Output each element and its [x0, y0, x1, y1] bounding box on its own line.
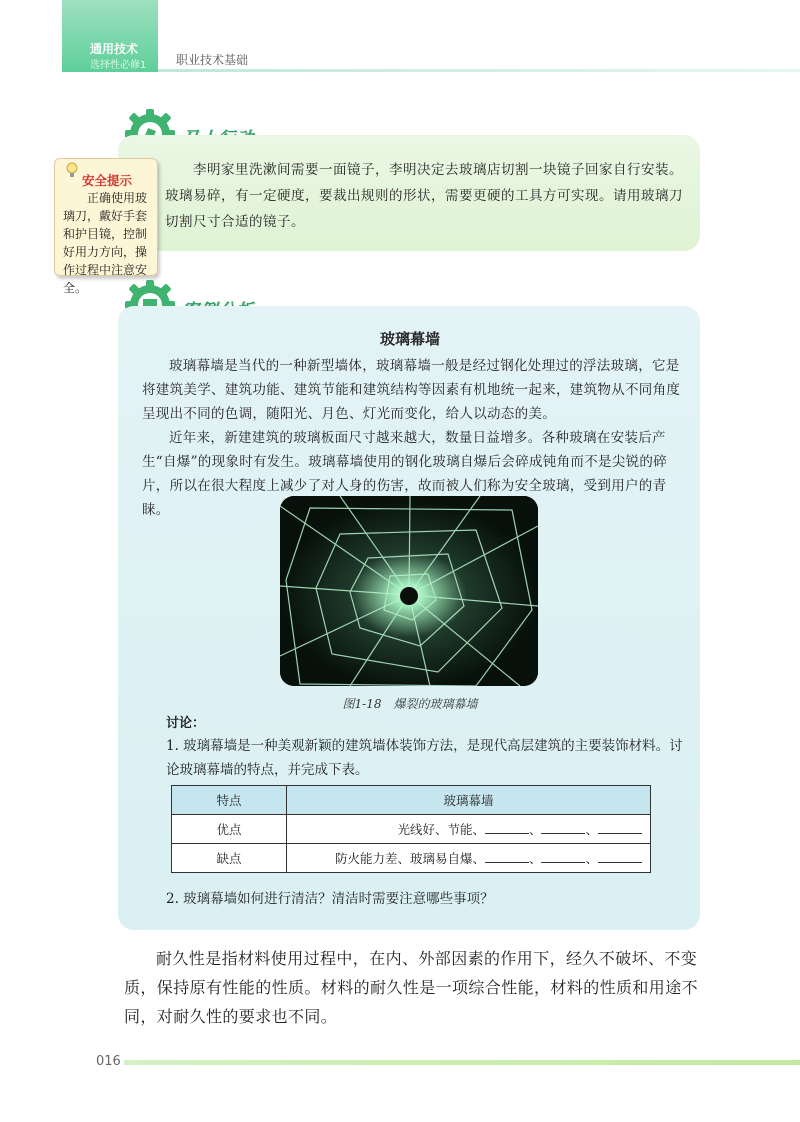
row-separator: 、 [585, 851, 598, 866]
case-paragraph-1: 玻璃幕墙是当代的一种新型墙体，玻璃幕墙一般是经过钢化处理过的浮法玻璃，它是将建筑美学、建筑功能、建筑节能和建筑结构等因素有机地统一起来，建筑物从不同角度呈现出不同的色调，随阳光、月色、灯光而变化，给人以动态的美。 [142, 358, 681, 422]
features-table [171, 785, 651, 873]
case-title: 玻璃幕墙 [379, 330, 440, 348]
page-number: 016 [96, 1054, 121, 1069]
fill-blank[interactable] [598, 822, 642, 834]
header-tab [62, 0, 158, 72]
discussion-question-2: 2. 玻璃幕墙如何进行清洁？清洁时需要注意哪些事项？ [166, 891, 494, 907]
lightbulb-icon [62, 160, 82, 180]
footer-rule [124, 1060, 800, 1065]
fill-blank[interactable] [541, 822, 585, 834]
fill-blank[interactable] [598, 851, 642, 863]
table-row [172, 844, 651, 873]
series-subtitle: 选择性必修1 [90, 60, 147, 71]
fill-blank[interactable] [485, 851, 529, 863]
row-separator: 、 [528, 851, 542, 866]
figure-caption: 图1-18 爆裂的玻璃幕墙 [342, 697, 478, 711]
row-label: 优点 [172, 815, 287, 844]
row-separator: 、 [585, 822, 598, 837]
header-rule [158, 69, 800, 72]
row-content [287, 844, 651, 873]
table-header-row [172, 786, 651, 815]
fill-blank[interactable] [541, 851, 585, 863]
discussion-label: 讨论： [166, 716, 206, 731]
series-title: 通用技术 [90, 42, 139, 56]
table-header-cell: 玻璃幕墙 [287, 786, 651, 815]
book-title: 职业技术基础 [176, 53, 249, 67]
row-text: 光线好、节能、 [397, 822, 485, 837]
case-paragraph-2: 近年来，新建建筑的玻璃板面尺寸越来越大，数量日益增多。各种玻璃在安装后产生“自爆”的现象时有发生。玻璃幕墙使用的钢化玻璃自爆后会碎成钝角而不是尖锐的碎片，所以在很大程度上减少了对人身的伤害，故而被人们称为安全玻璃，受到用户的青睐。 [142, 430, 668, 518]
row-text: 防火能力差、玻璃易自爆、 [334, 851, 485, 866]
safety-tip-title: 安全提示 [82, 173, 133, 188]
row-content [287, 815, 651, 844]
discussion-question-1: 1. 玻璃幕墙是一种美观新颖的建筑墙体装饰方法，是现代高层建筑的主要装饰材料。讨论玻璃幕墙的特点，并完成下表。 [166, 738, 683, 778]
table-row [172, 815, 651, 844]
body-paragraph: 耐久性是指材料使用过程中，在内、外部因素的作用下，经久不破坏、不变质，保持原有性能的性质。材料的耐久性是一项综合性能，材料的性质和用途不同，对耐久性的要求也不同。 [124, 949, 699, 1026]
row-separator: 、 [528, 822, 542, 837]
row-label: 缺点 [172, 844, 287, 873]
shattered-glass-photo [280, 496, 538, 686]
action-text: 李明家里洗漱间需要一面镜子，李明决定去玻璃店切割一块镜子回家自行安装。玻璃易碎，有一定硬度，要裁出规则的形状，需要更硬的工具方可实现。请用玻璃刀切割尺寸合适的镜子。 [165, 162, 683, 230]
safety-tip-text: 正确使用玻璃刀，戴好手套和护目镜，控制好用力方向，操作过程中注意安全。 [63, 191, 148, 295]
table-header-cell: 特点 [172, 786, 287, 815]
fill-blank[interactable] [485, 822, 529, 834]
